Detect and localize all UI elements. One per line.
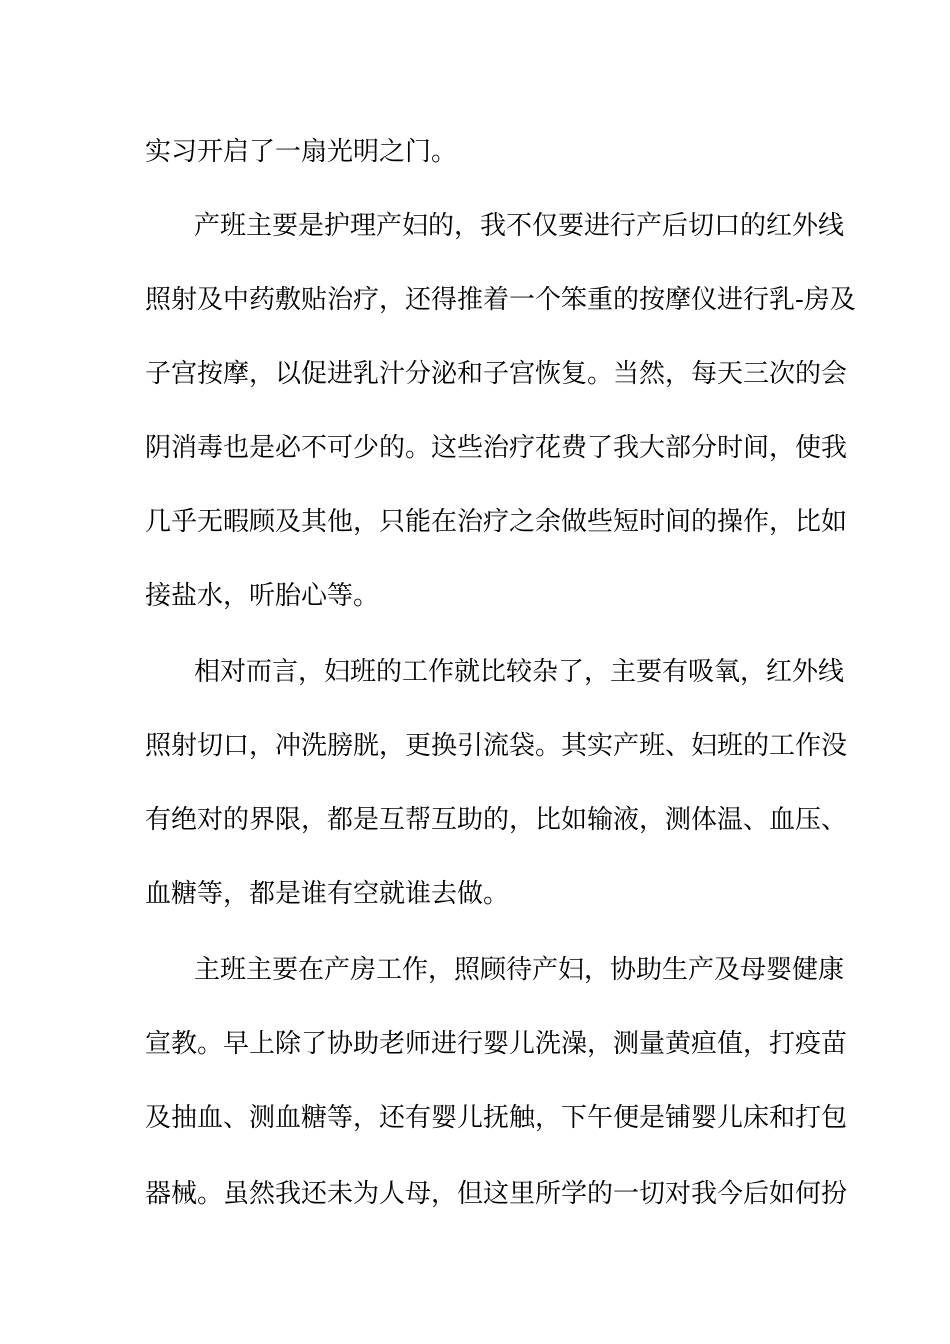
text-line: 子宫按摩，以促进乳汁分泌和子宫恢复。当然，每天三次的会 [145,359,848,389]
text-line: 阴消毒也是必不可少的。这些治疗花费了我大部分时间，使我 [145,433,848,463]
paragraph-first-line: 产班主要是护理产妇的，我不仅要进行产后切口的红外线 [194,211,845,241]
text-line: 照射切口，冲洗膀胱，更换引流袋。其实产班、妇班的工作没 [145,731,848,761]
text-line: 照射及中药敷贴治疗，还得推着一个笨重的按摩仪进行乳-房及 [145,285,856,315]
text-line: 接盐水，听胎心等。 [145,581,380,611]
paragraph-first-line: 主班主要在产房工作，照顾待产妇，协助生产及母婴健康 [194,955,845,985]
text-line: 有绝对的界限，都是互帮互助的，比如输液，测体温、血压、 [145,805,848,835]
text-line: 及抽血、测血糖等，还有婴儿抚触，下午便是铺婴儿床和打包 [145,1103,848,1133]
text-line: 几乎无暇顾及其他，只能在治疗之余做些短时间的操作，比如 [145,507,848,537]
text-line: 宣教。早上除了协助老师进行婴儿洗澡，测量黄疸值，打疫苗 [145,1029,848,1059]
paragraph-first-line: 相对而言，妇班的工作就比较杂了，主要有吸氧，红外线 [194,657,845,687]
text-line: 血糖等，都是谁有空就谁去做。 [145,879,510,909]
text-line: 器械。虽然我还未为人母，但这里所学的一切对我今后如何扮 [145,1179,848,1209]
text-line: 实习开启了一扇光明之门。 [145,137,458,167]
